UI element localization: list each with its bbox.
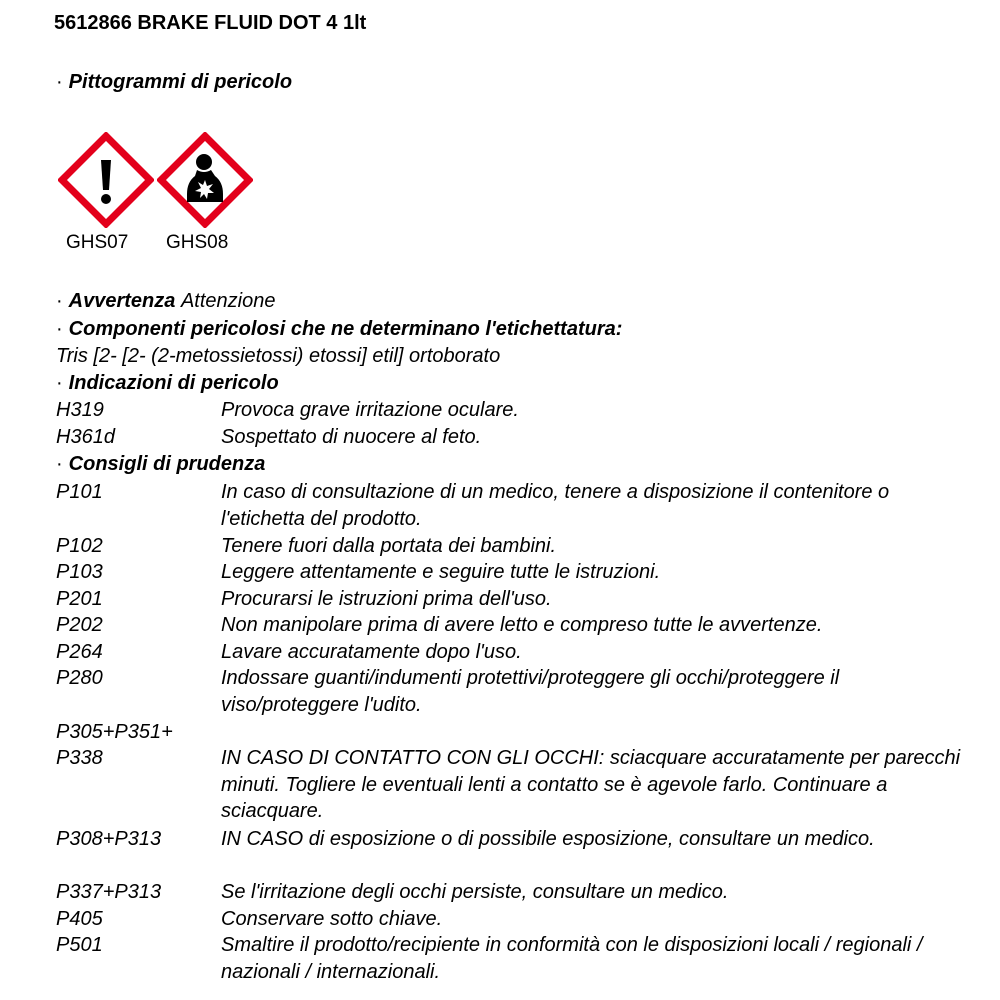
signal-word-value: Attenzione [180,290,276,312]
precaution-text: In caso di consultazione di un medico, tenere a disposizione il contenitore o l'etichetta del prodotto. [221,481,890,530]
precaution-code: P102 [56,535,103,557]
precaution-text: IN CASO DI CONTATTO CON GLI OCCHI: sciacquare accuratamente per parecchi minuti. Togliere le eventuali lenti a contatto se è agevole farlo. Continuare a sciacquare. [221,747,961,822]
precaution-text: Smaltire il prodotto/recipiente in conformità con le disposizioni locali / regionali / nazionali / internazionali. [221,934,923,983]
document-title: 5612866 BRAKE FLUID DOT 4 1lt [54,12,367,34]
bullet: · [56,453,63,475]
bullet: · [56,318,63,340]
hazardous-components-text: Tris [2- [2- (2-metossietossi) etossi] etil] ortoborato [56,345,501,367]
precaution-code: P405 [56,908,103,930]
hazard-statements-heading [56,370,279,396]
precaution-code: P337+P313 [56,881,162,903]
exclamation-mark-icon [58,132,154,228]
hazardous-components-heading-text: Componenti pericolosi che ne determinano l'etichettatura: [68,318,623,340]
hazard-text: Provoca grave irritazione oculare. [221,399,519,421]
precaution-code: P103 [56,561,103,583]
ghs08-label: GHS08 [166,232,229,253]
precaution-code: P201 [56,588,103,610]
precaution-text: IN CASO di esposizione o di possibile esposizione, consultare un medico. [221,828,875,850]
hazard-code: H319 [56,399,104,421]
pictograms-heading [56,69,292,95]
precaution-text: Tenere fuori dalla portata dei bambini. [221,535,557,557]
precaution-text: Conservare sotto chiave. [221,908,443,930]
precaution-text: Indossare guanti/indumenti protettivi/proteggere gli occhi/proteggere il viso/proteggere l'udito. [221,667,840,716]
hazard-text: Sospettato di nuocere al feto. [221,426,482,448]
precaution-code: P308+P313 [56,828,162,850]
pictograms-heading-text: Pittogrammi di pericolo [68,71,293,93]
precautionary-statements-heading [56,451,265,477]
precaution-code: P101 [56,481,103,503]
precaution-code: P264 [56,641,103,663]
precaution-code: P305+P351+ [56,721,173,743]
precaution-code: P338 [56,747,103,769]
hazard-code: H361d [56,426,115,448]
hazardous-components-heading [56,316,622,342]
bullet: · [56,372,63,394]
precaution-text: Procurarsi le istruzioni prima dell'uso. [221,588,552,610]
hazard-statements-heading-text: Indicazioni di pericolo [68,372,279,394]
precautionary-statements-heading-text: Consigli di prudenza [68,453,266,475]
precaution-text: Leggere attentamente e seguire tutte le istruzioni. [221,561,661,583]
precaution-code: P280 [56,667,103,689]
bullet: · [56,71,63,93]
signal-word-line [56,288,275,314]
health-hazard-icon [157,132,253,228]
bullet: · [56,290,63,312]
precaution-code: P501 [56,934,103,956]
precaution-code: P202 [56,614,103,636]
ghs07-label: GHS07 [66,232,129,253]
precaution-text: Non manipolare prima di avere letto e compreso tutte le avvertenze. [221,614,823,636]
precaution-text: Se l'irritazione degli occhi persiste, consultare un medico. [221,881,729,903]
precaution-text: Lavare accuratamente dopo l'uso. [221,641,522,663]
signal-word-label: Avvertenza [68,290,176,312]
